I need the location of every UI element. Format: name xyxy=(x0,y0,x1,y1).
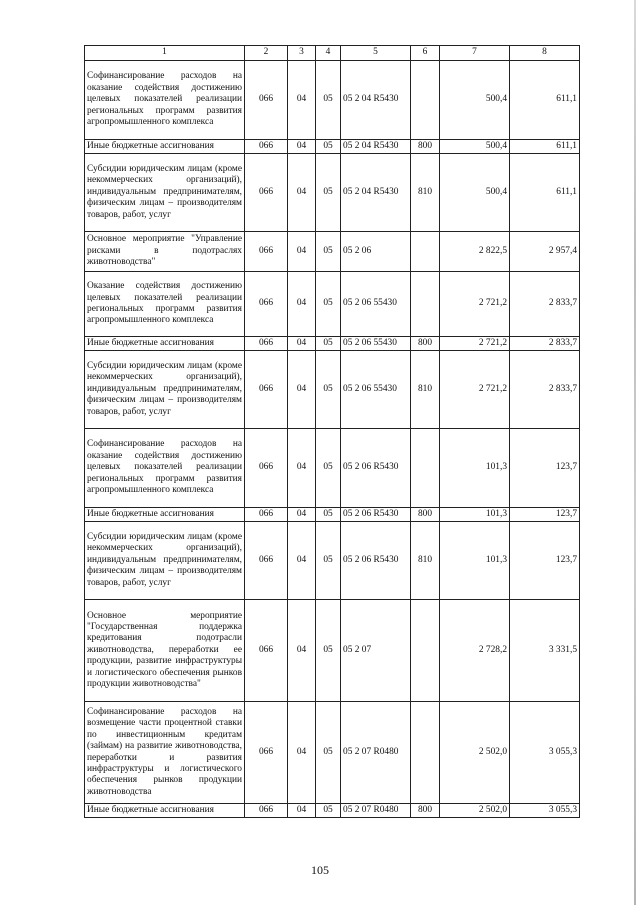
row-description: Основное мероприятие "Государственная поддержка кредитования подотрасли животноводства, переработки ее продукции, развитие инфраструктуры и логистического обеспечения рынков продукции животноводства" xyxy=(85,600,245,702)
target-article-code: 05 2 06 xyxy=(341,232,411,272)
row-description: Субсидии юридическим лицам (кроме некоммерческих организаций), индивидуальным предпринимателям, физическим лицам – производителям товаров, работ, услуг xyxy=(85,522,245,600)
amount-col7: 2 721,2 xyxy=(440,337,510,351)
row-description: Иные бюджетные ассигнования xyxy=(85,140,245,154)
row-description: Субсидии юридическим лицам (кроме некоммерческих организаций), индивидуальным предпринимателям, физическим лицам – производителям товаров, работ, услуг xyxy=(85,154,245,232)
ministry-code: 066 xyxy=(245,600,288,702)
amount-col7: 2 721,2 xyxy=(440,272,510,337)
amount-col8: 123,7 xyxy=(510,429,580,508)
amount-col8: 611,1 xyxy=(510,140,580,154)
amount-col7: 500,4 xyxy=(440,61,510,140)
amount-col7: 2 721,2 xyxy=(440,351,510,429)
subsection-code: 05 xyxy=(316,702,341,804)
target-article-code: 05 2 04 R5430 xyxy=(341,140,411,154)
section-code: 04 xyxy=(288,154,316,232)
row-description: Софинансирование расходов на возмещение части процентной ставки по инвестиционным кредитам (займам) на развитие животноводства, переработки и развития инфраструктуры и логистического обеспечения рынков продукции животноводства xyxy=(85,702,245,804)
row-description: Оказание содействия достижению целевых показателей реализации региональных программ развития агропромышленного комплекса xyxy=(85,272,245,337)
expense-type-code xyxy=(411,61,440,140)
table-row xyxy=(85,804,580,818)
target-article-code: 05 2 06 R5430 xyxy=(341,522,411,600)
expense-type-code xyxy=(411,702,440,804)
column-header: 6 xyxy=(411,46,440,61)
target-article-code: 05 2 06 R5430 xyxy=(341,429,411,508)
column-header: 7 xyxy=(440,46,510,61)
amount-col8: 123,7 xyxy=(510,522,580,600)
ministry-code: 066 xyxy=(245,337,288,351)
ministry-code: 066 xyxy=(245,272,288,337)
section-code: 04 xyxy=(288,804,316,818)
expense-type-code: 800 xyxy=(411,140,440,154)
ministry-code: 066 xyxy=(245,61,288,140)
subsection-code: 05 xyxy=(316,508,341,522)
section-code: 04 xyxy=(288,351,316,429)
table-row xyxy=(85,154,580,232)
subsection-code: 05 xyxy=(316,351,341,429)
table-row xyxy=(85,508,580,522)
table-row xyxy=(85,600,580,702)
table-row xyxy=(85,337,580,351)
budget-table xyxy=(84,45,580,818)
amount-col8: 2 833,7 xyxy=(510,272,580,337)
amount-col8: 2 957,4 xyxy=(510,232,580,272)
expense-type-code: 810 xyxy=(411,351,440,429)
ministry-code: 066 xyxy=(245,232,288,272)
ministry-code: 066 xyxy=(245,429,288,508)
row-description: Софинансирование расходов на оказание содействия достижению целевых показателей реализации региональных программ развития агропромышленного комплекса xyxy=(85,429,245,508)
section-code: 04 xyxy=(288,232,316,272)
row-description: Иные бюджетные ассигнования xyxy=(85,804,245,818)
target-article-code: 05 2 04 R5430 xyxy=(341,154,411,232)
row-description: Софинансирование расходов на оказание содействия достижению целевых показателей реализации региональных программ развития агропромышленного комплекса xyxy=(85,61,245,140)
expense-type-code: 810 xyxy=(411,522,440,600)
expense-type-code: 810 xyxy=(411,154,440,232)
expense-type-code xyxy=(411,232,440,272)
expense-type-code: 800 xyxy=(411,508,440,522)
subsection-code: 05 xyxy=(316,154,341,232)
subsection-code: 05 xyxy=(316,429,341,508)
table-row xyxy=(85,272,580,337)
subsection-code: 05 xyxy=(316,232,341,272)
table-row xyxy=(85,522,580,600)
expense-type-code: 800 xyxy=(411,337,440,351)
ministry-code: 066 xyxy=(245,804,288,818)
amount-col7: 2 502,0 xyxy=(440,804,510,818)
ministry-code: 066 xyxy=(245,154,288,232)
amount-col7: 500,4 xyxy=(440,140,510,154)
ministry-code: 066 xyxy=(245,351,288,429)
target-article-code: 05 2 06 55430 xyxy=(341,272,411,337)
amount-col8: 3 331,5 xyxy=(510,600,580,702)
section-code: 04 xyxy=(288,429,316,508)
amount-col8: 611,1 xyxy=(510,61,580,140)
amount-col8: 3 055,3 xyxy=(510,804,580,818)
target-article-code: 05 2 04 R5430 xyxy=(341,61,411,140)
amount-col7: 500,4 xyxy=(440,154,510,232)
subsection-code: 05 xyxy=(316,600,341,702)
amount-col8: 611,1 xyxy=(510,154,580,232)
amount-col7: 2 728,2 xyxy=(440,600,510,702)
amount-col7: 2 502,0 xyxy=(440,702,510,804)
row-description: Иные бюджетные ассигнования xyxy=(85,508,245,522)
section-code: 04 xyxy=(288,140,316,154)
subsection-code: 05 xyxy=(316,61,341,140)
table-row xyxy=(85,351,580,429)
section-code: 04 xyxy=(288,272,316,337)
section-code: 04 xyxy=(288,600,316,702)
target-article-code: 05 2 07 xyxy=(341,600,411,702)
amount-col7: 101,3 xyxy=(440,508,510,522)
amount-col7: 2 822,5 xyxy=(440,232,510,272)
row-description: Основное мероприятие "Управление рисками в подотраслях животноводства" xyxy=(85,232,245,272)
ministry-code: 066 xyxy=(245,508,288,522)
section-code: 04 xyxy=(288,522,316,600)
expense-type-code xyxy=(411,272,440,337)
expense-type-code xyxy=(411,600,440,702)
table-row xyxy=(85,140,580,154)
column-header: 1 xyxy=(85,46,245,61)
row-description: Иные бюджетные ассигнования xyxy=(85,337,245,351)
column-header: 4 xyxy=(316,46,341,61)
page-number: 105 xyxy=(311,863,329,877)
section-code: 04 xyxy=(288,702,316,804)
subsection-code: 05 xyxy=(316,804,341,818)
amount-col7: 101,3 xyxy=(440,522,510,600)
amount-col8: 3 055,3 xyxy=(510,702,580,804)
ministry-code: 066 xyxy=(245,140,288,154)
amount-col8: 2 833,7 xyxy=(510,351,580,429)
expense-type-code: 800 xyxy=(411,804,440,818)
amount-col8: 2 833,7 xyxy=(510,337,580,351)
amount-col8: 123,7 xyxy=(510,508,580,522)
subsection-code: 05 xyxy=(316,140,341,154)
target-article-code: 05 2 07 R0480 xyxy=(341,702,411,804)
target-article-code: 05 2 07 R0480 xyxy=(341,804,411,818)
subsection-code: 05 xyxy=(316,337,341,351)
section-code: 04 xyxy=(288,61,316,140)
column-header: 3 xyxy=(288,46,316,61)
scan-edge xyxy=(634,0,636,905)
table-row xyxy=(85,61,580,140)
section-code: 04 xyxy=(288,337,316,351)
table-row xyxy=(85,702,580,804)
expense-type-code xyxy=(411,429,440,508)
section-code: 04 xyxy=(288,508,316,522)
target-article-code: 05 2 06 55430 xyxy=(341,337,411,351)
table-row xyxy=(85,232,580,272)
target-article-code: 05 2 06 55430 xyxy=(341,351,411,429)
ministry-code: 066 xyxy=(245,522,288,600)
column-header: 2 xyxy=(245,46,288,61)
ministry-code: 066 xyxy=(245,702,288,804)
column-header: 5 xyxy=(341,46,411,61)
subsection-code: 05 xyxy=(316,522,341,600)
target-article-code: 05 2 06 R5430 xyxy=(341,508,411,522)
column-header: 8 xyxy=(510,46,580,61)
amount-col7: 101,3 xyxy=(440,429,510,508)
table-row xyxy=(85,429,580,508)
row-description: Субсидии юридическим лицам (кроме некоммерческих организаций), индивидуальным предпринимателям, физическим лицам – производителям товаров, работ, услуг xyxy=(85,351,245,429)
subsection-code: 05 xyxy=(316,272,341,337)
table-header-row xyxy=(85,46,580,61)
